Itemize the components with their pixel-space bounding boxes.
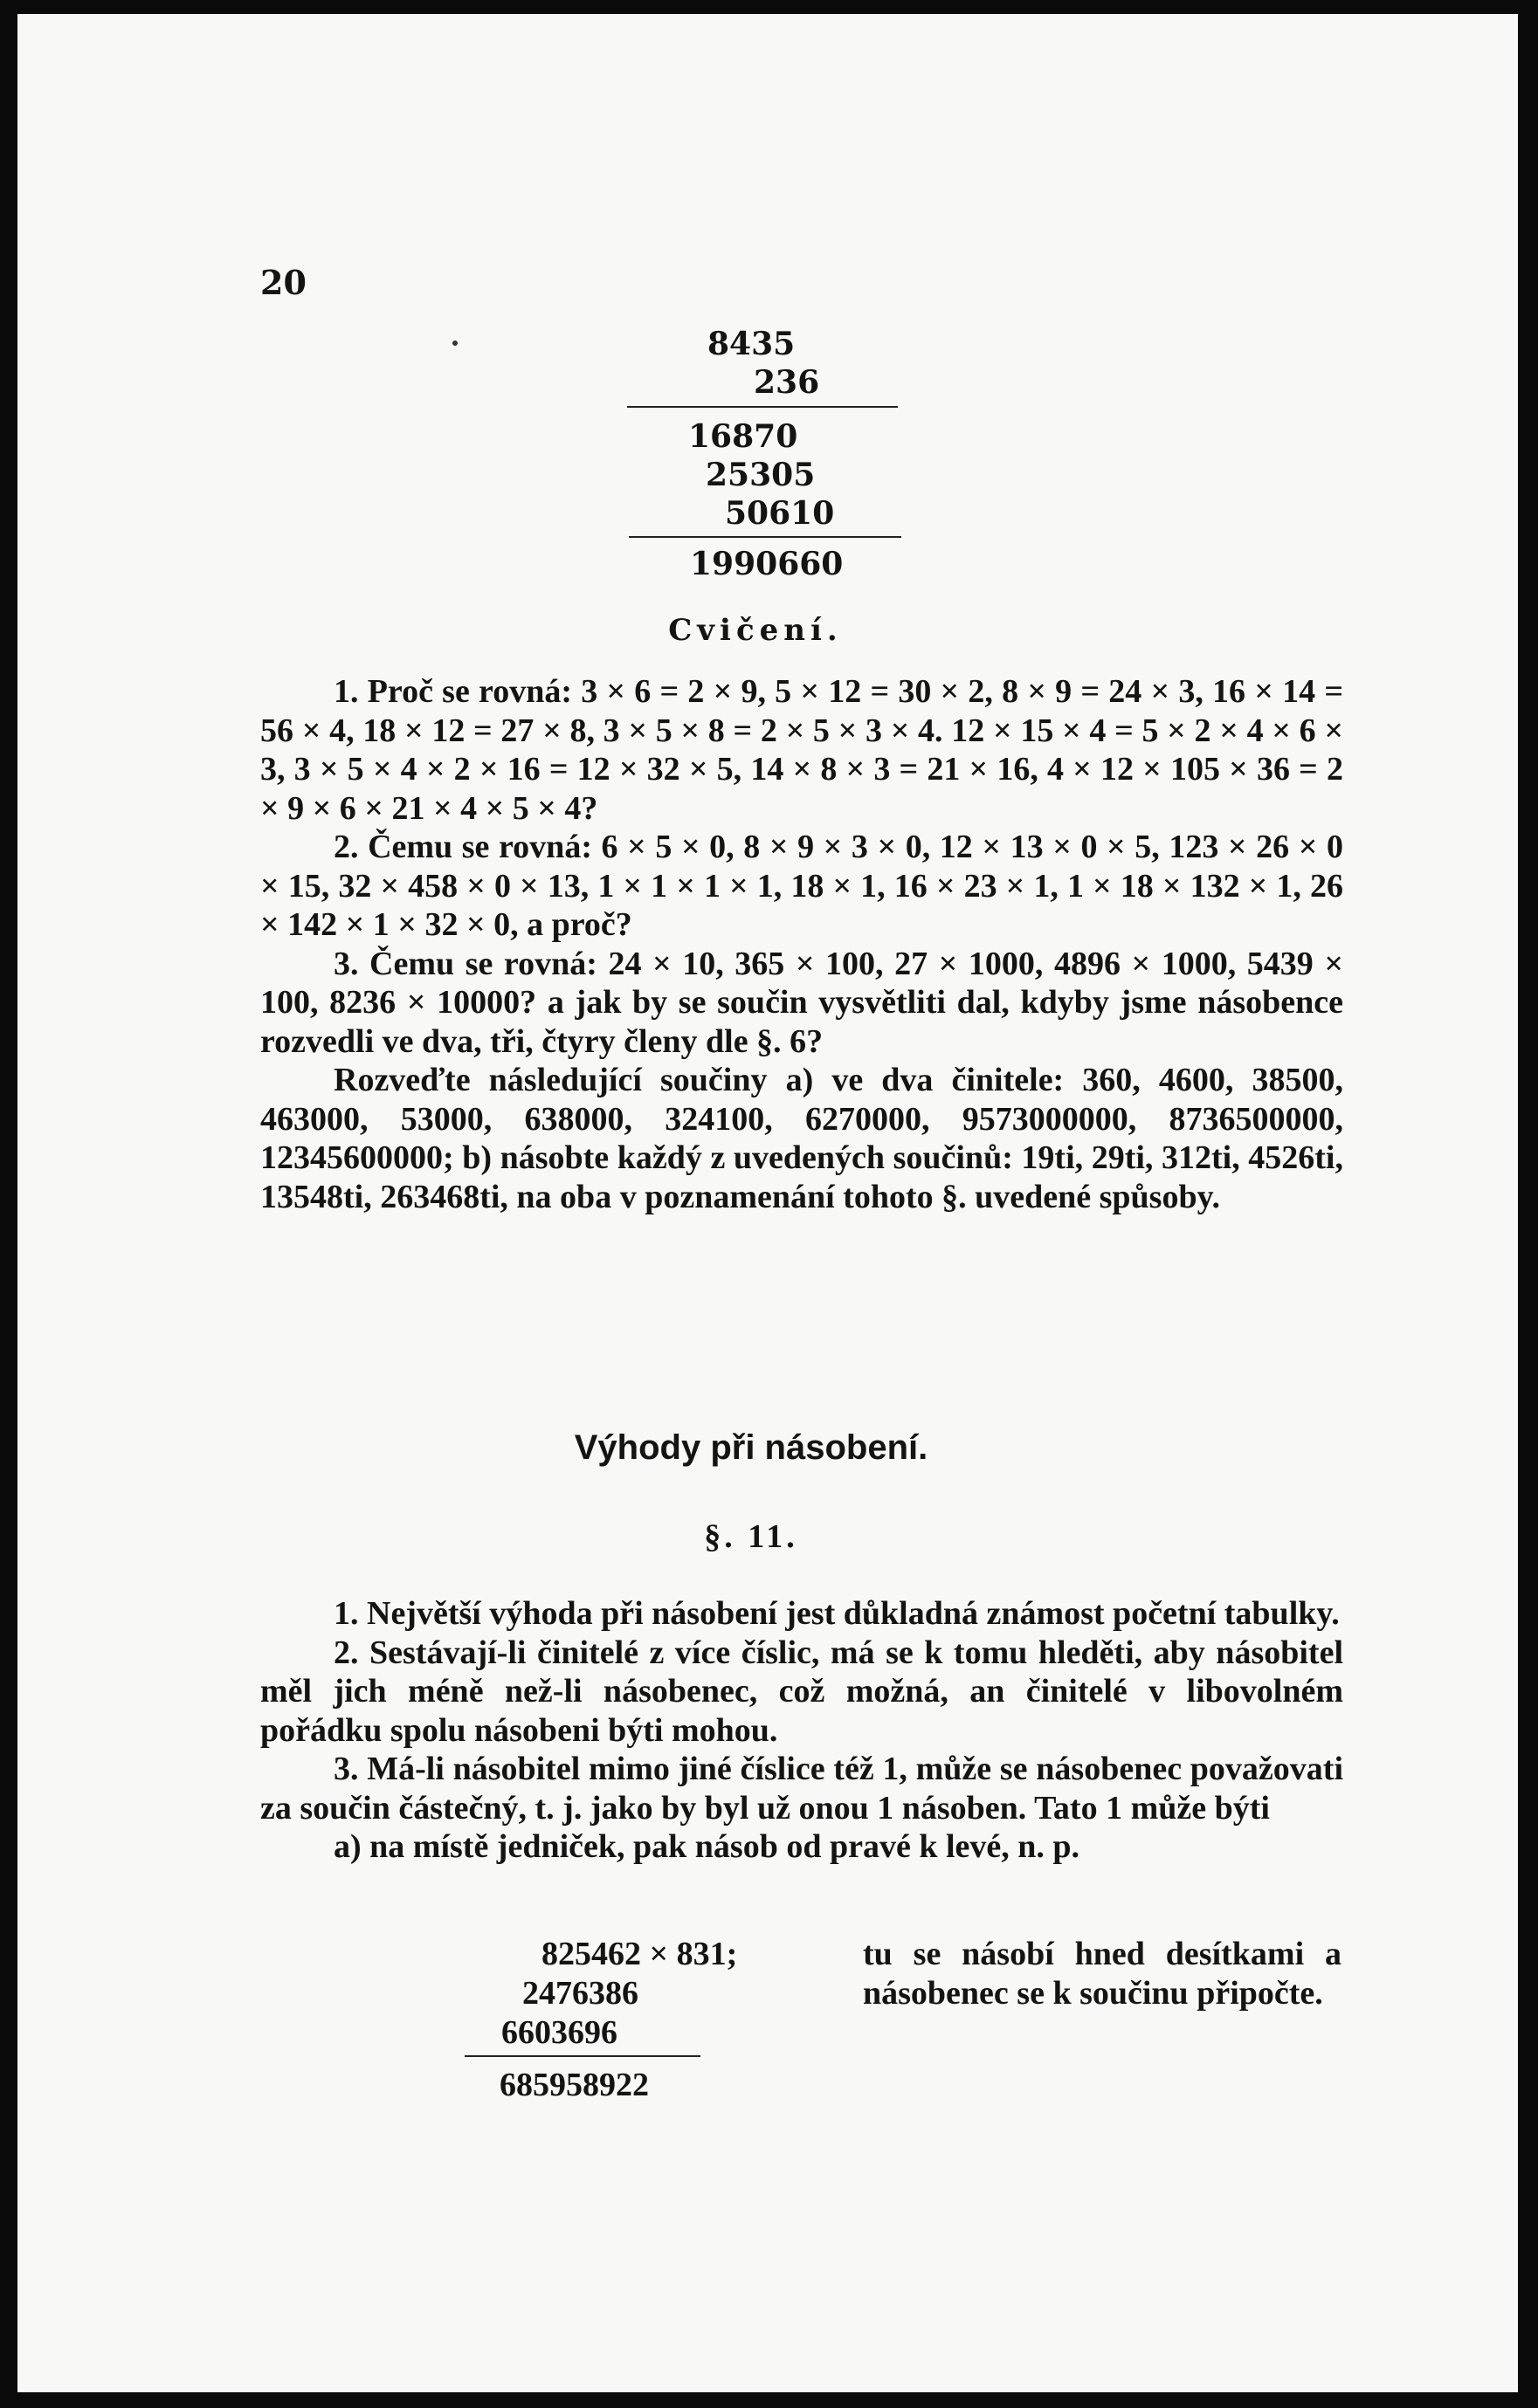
book-page xyxy=(17,14,1518,2392)
exercise: 1. Proč se rovná: 3 × 6 = 2 × 9, 5 × 12 = 30 × 2, 8 × 9 = 24 × 3, 16 × 14 = 56 × 4, 18 × 12 = 27 × 8, 3 × 5 × 8 = 2 × 5 × 3 × 4. 12 × 15 × 4 = 5 × 2 × 4 × 6 × 3, 3 × 5 × 4 × 2 × 16 = 12 × 32 × 5, 14 × 8 × 3 = 21 × 16, 4 × 12 × 105 × 36 = 2 × 9 × 6 × 21 × 4 × 5 × 4? xyxy=(260,673,1343,827)
exercise: 3. Čemu se rovná: 24 × 10, 365 × 100, 27 × 1000, 4896 × 1000, 5439 × 100, 8236 × 10000? a jak by se součin vysvětliti dal, kdyby jsme násobence rozvedli ve dva, tři, čtyry členy dle §. 6? xyxy=(260,945,1343,1060)
exercise: 2. Čemu se rovná: 6 × 5 × 0, 8 × 9 × 3 × 0, 12 × 13 × 0 × 5, 123 × 26 × 0 × 15, 32 × 458 × 0 × 13, 1 × 1 × 1 × 1, 18 × 1, 16 × 23 × 1, 1 × 18 × 132 × 1, 26 × 142 × 1 × 32 × 0, a proč? xyxy=(260,829,1343,943)
rule xyxy=(629,536,901,538)
rule-paragraph: 2. Sestávají-li činitelé z více číslic, má se k tomu hleděti, aby násobitel měl jich méně než-li násobenec, což možná, an činitelé v libovolném pořádku spolu násobeni býti mohou. xyxy=(260,1634,1343,1749)
example-expression: 825462 × 831; xyxy=(541,1936,738,1972)
rule-paragraph: 1. Největší výhoda při násobení jest důkladná známost početní tabulky. xyxy=(334,1595,1340,1632)
rule xyxy=(627,406,898,408)
exercises-text xyxy=(260,672,1343,1216)
rule xyxy=(465,2055,700,2057)
page-number: 20 xyxy=(260,263,307,302)
multiplication-example xyxy=(17,14,1518,625)
rule-paragraph: a) na místě jedniček, pak násob od pravé k levé, n. p. xyxy=(334,1828,1080,1865)
multiplier: 236 xyxy=(754,364,820,401)
example-note: tu se násobí hned desítkami a násobenec se k součinu připočte. xyxy=(863,1936,1341,2012)
rules-text xyxy=(260,1594,1343,1867)
partial-product: 6603696 xyxy=(501,2014,617,2051)
exercises-heading: Cvičení. xyxy=(668,613,843,648)
section-sign: §. 11. xyxy=(704,1518,798,1555)
partial-product: 2476386 xyxy=(522,1975,638,2012)
partial-product: 25305 xyxy=(706,457,816,493)
product-result: 685958922 xyxy=(500,2067,649,2103)
partial-product: 16870 xyxy=(688,418,798,455)
section-title: Výhody při násobení. xyxy=(574,1428,928,1467)
exercise: Rozveďte následující součiny a) ve dva činitele: 360, 4600, 38500, 463000, 53000, 638000, 324100, 6270000, 9573000000, 8736500000, 12345600000; b) násobte každý z uvedených součinů: 19ti, 29ti, 312ti, 4526ti, 13548ti, 263468ti, na oba v poznamenání tohoto §. uvedené spůsoby. xyxy=(260,1062,1343,1215)
multiplicand: 8435 xyxy=(707,326,796,362)
partial-product: 50610 xyxy=(725,495,835,532)
rule-paragraph: 3. Má-li násobitel mimo jiné číslice též 1, může se násobenec považovati za součin částečný, t. j. jako by byl už onou 1 násoben. Tato 1 může býti xyxy=(260,1751,1343,1827)
product-result: 1990660 xyxy=(690,546,844,582)
